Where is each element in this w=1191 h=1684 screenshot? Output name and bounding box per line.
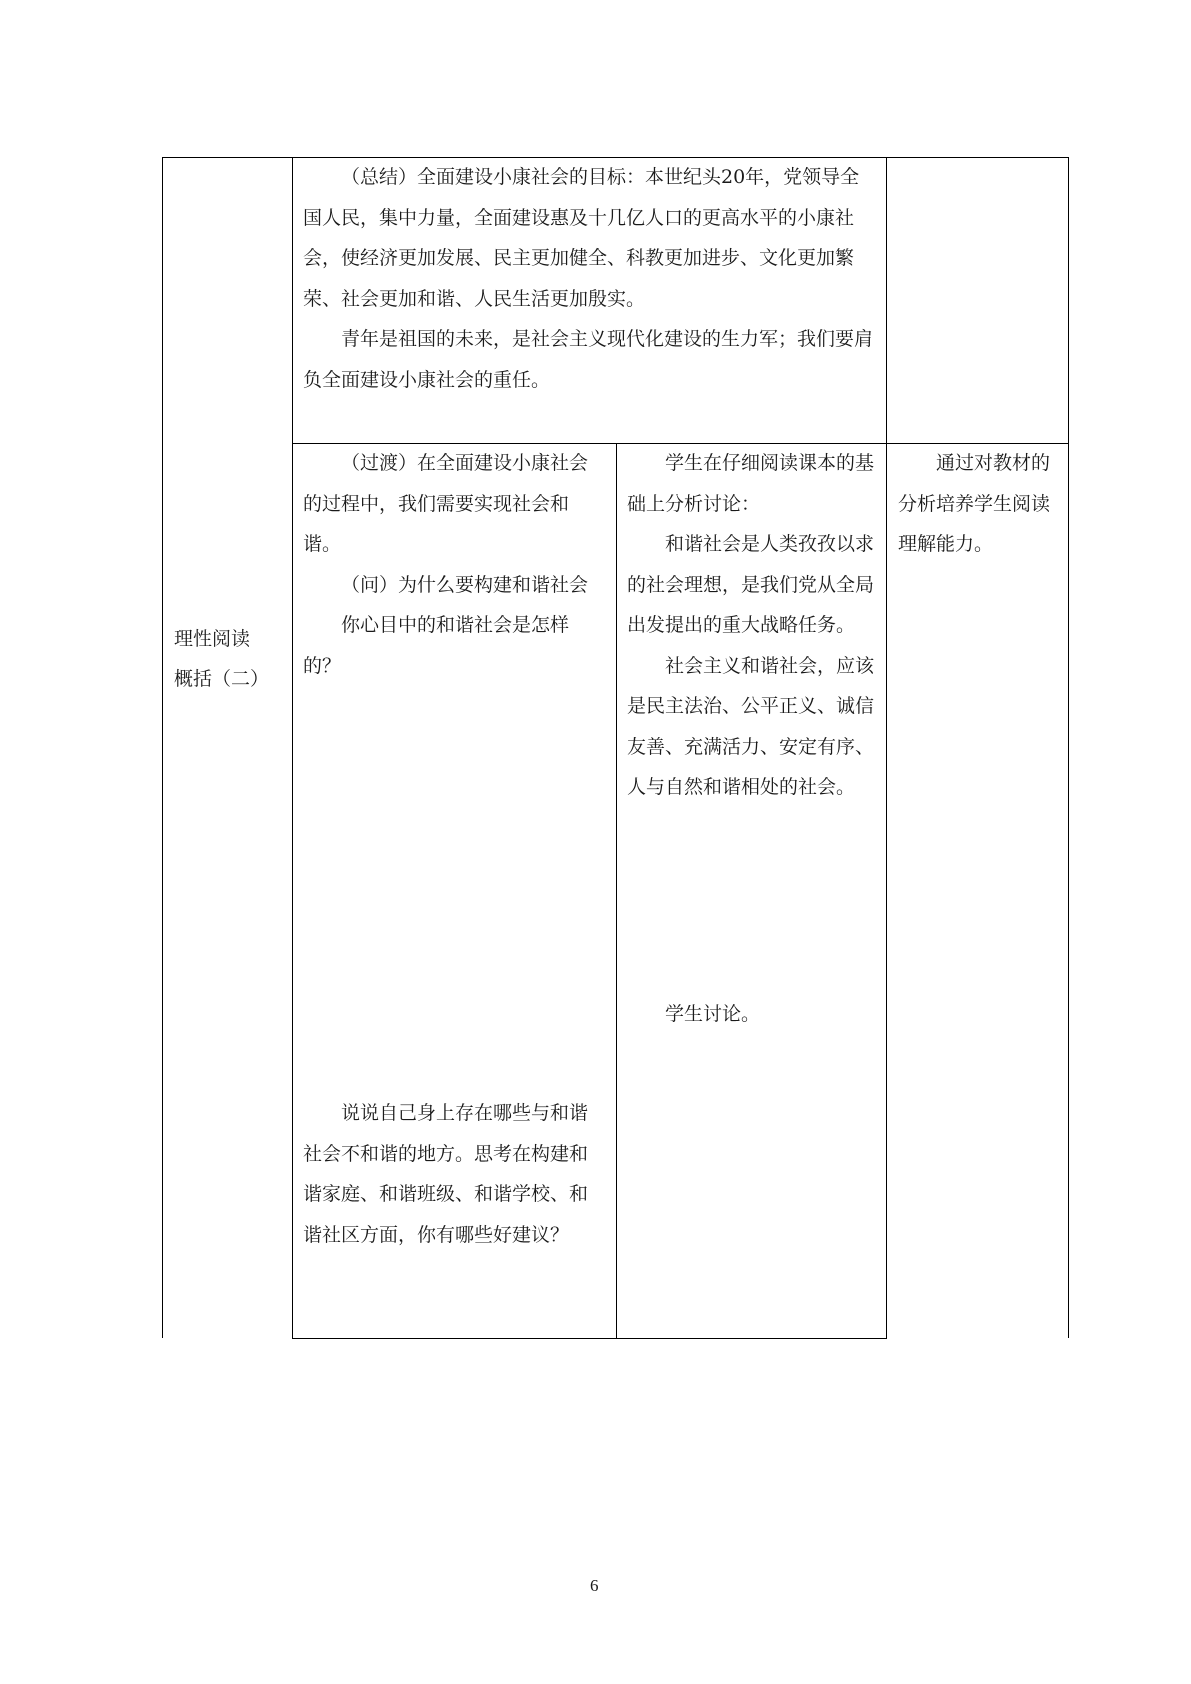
table-left-border bbox=[162, 157, 163, 1338]
table-right-border bbox=[1068, 157, 1069, 1338]
summary-paragraph: （总结）全面建设小康社会的目标：本世纪头20年，党领导全国人民，集中力量，全面建设惠及十几亿人口的更高水平的小康社会，使经济更加发展、民主更加健全、科教更加进步、文化更加繁荣、社会更加和谐、人民生活更加殷实。 bbox=[303, 166, 860, 310]
summary-cell bbox=[303, 157, 875, 400]
student-answer-1: 和谐社会是人类孜孜以求的社会理想，是我们党从全局出发提出的重大战略任务。 bbox=[627, 533, 875, 636]
student-discussion-cell bbox=[627, 994, 875, 1035]
summary-paragraph: 青年是祖国的未来，是社会主义现代化建设的生力军；我们要肩负全面建设小康社会的重任。 bbox=[303, 328, 874, 391]
teacher-reflection: 说说自己身上存在哪些与和谐社会不和谐的地方。思考在构建和谐家庭、和谐班级、和谐学校、和谐社区方面，你有哪些好建议？ bbox=[303, 1102, 589, 1246]
section-label-line-1: 理性阅读 bbox=[174, 628, 251, 650]
student-activity-cell bbox=[627, 443, 875, 808]
teacher-activity-cell bbox=[303, 443, 605, 686]
student-answer-2: 社会主义和谐社会，应该是民主法治、公平正义、诚信友善、充满活力、安定有序、人与自然和谐相处的社会。 bbox=[627, 654, 875, 798]
section-label-line-2: 概括（二） bbox=[174, 668, 270, 690]
column-divider-1 bbox=[292, 157, 293, 1339]
teacher-activity-cell-bottom bbox=[303, 1093, 605, 1255]
teacher-transition: （过渡）在全面建设小康社会的过程中，我们需要实现社会和谐。 bbox=[303, 452, 589, 555]
table-bottom-border bbox=[292, 1338, 887, 1339]
teacher-question-2: 你心目中的和谐社会是怎样的？ bbox=[303, 614, 570, 677]
student-analysis: 学生在仔细阅读课本的基础上分析讨论： bbox=[627, 452, 875, 515]
column-divider-3 bbox=[886, 157, 887, 1339]
student-discussion: 学生讨论。 bbox=[665, 1003, 761, 1025]
page-number: 6 bbox=[590, 1576, 599, 1595]
section-label-cell bbox=[174, 619, 286, 699]
teacher-question: （问）为什么要构建和谐社会 bbox=[341, 573, 589, 596]
purpose-cell bbox=[898, 443, 1058, 565]
purpose-text: 通过对教材的分析培养学生阅读理解能力。 bbox=[898, 452, 1051, 555]
column-divider-2 bbox=[616, 443, 617, 1339]
